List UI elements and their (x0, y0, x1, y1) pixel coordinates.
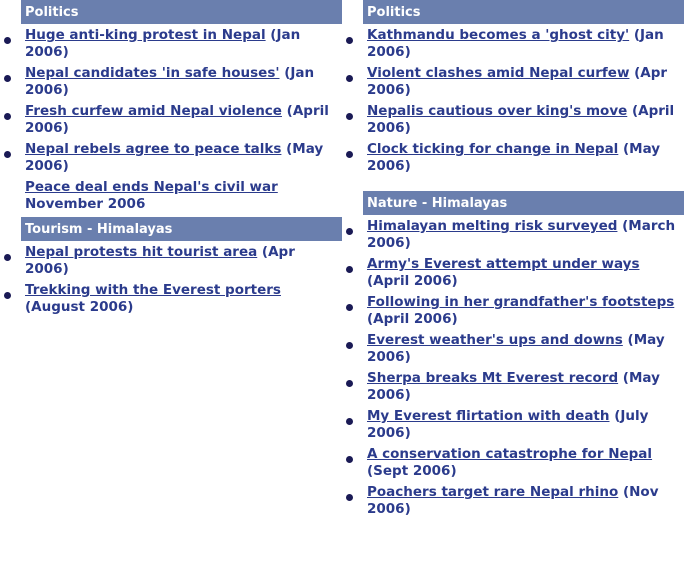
tourism-list (0, 244, 342, 316)
list-item (342, 141, 684, 175)
article-date: (Nov 2006) (367, 484, 659, 517)
article-link[interactable]: Nepalis cautious over king's move (367, 103, 628, 119)
article-date: (April 2006) (367, 103, 675, 136)
list-item (342, 446, 684, 480)
section-header-politics: Politics (21, 0, 342, 24)
article-date: (Jan 2006) (25, 27, 301, 60)
bullet-icon (346, 37, 353, 44)
list-item (0, 65, 342, 99)
article-date: (May 2006) (367, 370, 660, 403)
bullet-icon (346, 228, 353, 235)
list-item (342, 65, 684, 99)
article-date: (April 2006) (25, 103, 329, 136)
bullet-icon (346, 304, 353, 311)
article-link[interactable]: Nepal protests hit tourist area (25, 244, 258, 260)
article-link[interactable]: Violent clashes amid Nepal curfew (367, 65, 630, 81)
article-link[interactable]: Huge anti-king protest in Nepal (25, 27, 266, 43)
bullet-icon (4, 292, 11, 299)
article-link[interactable]: Nepal rebels agree to peace talks (25, 141, 282, 157)
article-link[interactable]: A conservation catastrophe for Nepal (367, 446, 653, 462)
bullet-icon (346, 456, 353, 463)
section-header-politics: Politics (363, 0, 684, 24)
politics-list (0, 27, 342, 213)
list-item (342, 103, 684, 137)
article-date: (Apr 2006) (25, 244, 295, 277)
list-item (0, 141, 342, 175)
article-date: (Apr 2006) (367, 65, 668, 98)
section-header-tourism: Tourism - Himalayas (21, 217, 342, 241)
article-link[interactable]: Fresh curfew amid Nepal violence (25, 103, 282, 119)
right-column (342, 0, 684, 522)
list-item (342, 332, 684, 366)
list-item (0, 282, 342, 316)
bullet-icon (4, 151, 11, 158)
list-item (342, 370, 684, 404)
article-date: (Jan 2006) (367, 27, 664, 60)
article-date: (Jan 2006) (25, 65, 315, 98)
article-link[interactable]: Poachers target rare Nepal rhino (367, 484, 619, 500)
bullet-icon (4, 254, 11, 261)
bullet-icon (346, 266, 353, 273)
list-item (0, 103, 342, 137)
article-date: (April 2006) (367, 311, 458, 327)
list-item (0, 179, 342, 213)
bullet-icon (4, 113, 11, 120)
article-link[interactable]: Army's Everest attempt under ways (367, 256, 640, 272)
left-column (0, 0, 342, 320)
bullet-icon (4, 37, 11, 44)
bullet-icon (346, 113, 353, 120)
article-link[interactable]: Everest weather's ups and downs (367, 332, 623, 348)
bullet-icon (346, 494, 353, 501)
list-item (342, 27, 684, 61)
article-date: (July 2006) (367, 408, 649, 441)
article-link[interactable]: Nepal candidates 'in safe houses' (25, 65, 280, 81)
article-link[interactable]: Following in her grandfather's footsteps (367, 294, 675, 310)
list-item (342, 294, 684, 328)
article-date: (May 2006) (25, 141, 324, 174)
list-item (342, 256, 684, 290)
article-link[interactable]: Sherpa breaks Mt Everest record (367, 370, 619, 386)
article-date: (May 2006) (367, 141, 661, 174)
bullet-icon (346, 342, 353, 349)
article-date: (May 2006) (367, 332, 665, 365)
article-link[interactable]: Himalayan melting risk surveyed (367, 218, 618, 234)
article-link[interactable]: Clock ticking for change in Nepal (367, 141, 619, 157)
list-item (342, 408, 684, 442)
list-item (342, 484, 684, 518)
article-link[interactable]: Kathmandu becomes a 'ghost city' (367, 27, 630, 43)
article-date: November 2006 (25, 196, 146, 212)
article-date: (Sept 2006) (367, 463, 457, 479)
article-date: (August 2006) (25, 299, 134, 315)
article-link[interactable]: Peace deal ends Nepal's civil war (25, 179, 278, 195)
article-link[interactable]: My Everest flirtation with death (367, 408, 610, 424)
article-date: (April 2006) (367, 273, 458, 289)
bullet-icon (346, 75, 353, 82)
list-item (0, 244, 342, 278)
section-header-nature: Nature - Himalayas (363, 191, 684, 215)
bullet-icon (346, 380, 353, 387)
article-date: (March 2006) (367, 218, 676, 251)
bullet-icon (346, 418, 353, 425)
list-item (0, 27, 342, 61)
nature-list (342, 218, 684, 518)
bullet-icon (346, 151, 353, 158)
list-item (342, 218, 684, 252)
politics-list (342, 27, 684, 175)
bullet-icon (4, 75, 11, 82)
article-link[interactable]: Trekking with the Everest porters (25, 282, 281, 298)
